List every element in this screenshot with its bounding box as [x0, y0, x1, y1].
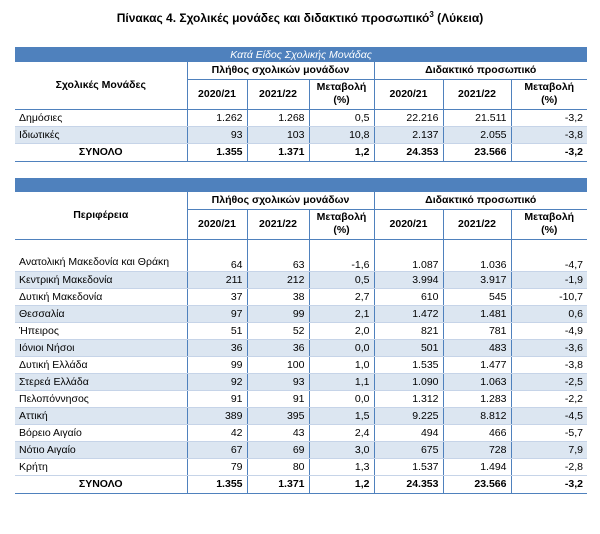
cell-u1: 91 [187, 390, 247, 407]
total-sc: -3,2 [511, 143, 587, 161]
table-row [15, 407, 587, 424]
table-row [15, 109, 587, 126]
cell-uc: 1,3 [309, 458, 374, 475]
cell-sc: -3,8 [511, 356, 587, 373]
cell-u1: 92 [187, 373, 247, 390]
total-s1: 24.353 [374, 475, 443, 493]
cell-s1: 1.535 [374, 356, 443, 373]
cell-s2: 1.283 [443, 390, 511, 407]
cell-sc: 7,9 [511, 441, 587, 458]
table-row [15, 322, 587, 339]
cell-s1: 821 [374, 322, 443, 339]
cell-sc: -3,8 [511, 126, 587, 143]
total-s1: 24.353 [374, 143, 443, 161]
row-label: Πελοπόννησος [15, 390, 187, 407]
table-row [15, 373, 587, 390]
cell-sc: -1,9 [511, 271, 587, 288]
cell-s2: 728 [443, 441, 511, 458]
row-label: Κρήτη [15, 458, 187, 475]
row-label: Δυτική Μακεδονία [15, 288, 187, 305]
cell-s2: 1.481 [443, 305, 511, 322]
cell-sc: -3,2 [511, 109, 587, 126]
cell-uc: 1,5 [309, 407, 374, 424]
cell-s1: 610 [374, 288, 443, 305]
cell-s1: 1.087 [374, 239, 443, 271]
cell-uc: 10,8 [309, 126, 374, 143]
table-row [15, 126, 587, 143]
col-units-change: Μεταβολή (%) [309, 79, 374, 109]
cell-s1: 494 [374, 424, 443, 441]
table-row [15, 356, 587, 373]
cell-s1: 3.994 [374, 271, 443, 288]
table-row [15, 424, 587, 441]
table-title: Πίνακας 4. Σχολικές μονάδες και διδακτικό προσωπικό$^3$ (Λύκεια) [116, 10, 484, 25]
cell-u2: 36 [247, 339, 309, 356]
col-staff-change: Μεταβολή (%) [511, 79, 587, 109]
cell-u1: 79 [187, 458, 247, 475]
cell-s2: 21.511 [443, 109, 511, 126]
total-uc: 1,2 [309, 475, 374, 493]
cell-u2: 63 [247, 239, 309, 271]
row-label: Ιδιωτικές [15, 126, 187, 143]
total-label: ΣΥΝΟΛΟ [15, 143, 187, 161]
col-units-y1: 2020/21 [187, 209, 247, 239]
cell-uc: 0,5 [309, 109, 374, 126]
cell-sc: -4,7 [511, 239, 587, 271]
group-units-header: Πλήθος σχολικών μονάδων [187, 62, 374, 79]
total-label: ΣΥΝΟΛΟ [15, 475, 187, 493]
cell-s1: 1.537 [374, 458, 443, 475]
cell-s2: 1.494 [443, 458, 511, 475]
cell-u1: 97 [187, 305, 247, 322]
cell-u1: 51 [187, 322, 247, 339]
cell-u1: 1.262 [187, 109, 247, 126]
cell-u1: 36 [187, 339, 247, 356]
total-u1: 1.355 [187, 475, 247, 493]
cell-s2: 781 [443, 322, 511, 339]
cell-sc: 0,6 [511, 305, 587, 322]
group-staff-header: Διδακτικό προσωπικό [374, 62, 587, 79]
cell-u1: 389 [187, 407, 247, 424]
cell-u1: 37 [187, 288, 247, 305]
cell-uc: 1,1 [309, 373, 374, 390]
total-uc: 1,2 [309, 143, 374, 161]
row-label: Ήπειρος [15, 322, 187, 339]
cell-u2: 38 [247, 288, 309, 305]
col-units-change: Μεταβολή (%) [309, 209, 374, 239]
row-label: Βόρειο Αιγαίο [15, 424, 187, 441]
cell-u2: 395 [247, 407, 309, 424]
cell-uc: 2,0 [309, 322, 374, 339]
col-staff-change: Μεταβολή (%) [511, 209, 587, 239]
total-u1: 1.355 [187, 143, 247, 161]
cell-s2: 8.812 [443, 407, 511, 424]
col-staff-y1: 2020/21 [374, 79, 443, 109]
cell-u1: 42 [187, 424, 247, 441]
cell-uc: 2,4 [309, 424, 374, 441]
row-label: Ιόνιοι Νήσοι [15, 339, 187, 356]
col-units-y1: 2020/21 [187, 79, 247, 109]
cell-s1: 9.225 [374, 407, 443, 424]
cell-u1: 211 [187, 271, 247, 288]
cell-s1: 2.137 [374, 126, 443, 143]
group-staff-header: Διδακτικό προσωπικό [374, 192, 587, 209]
total-sc: -3,2 [511, 475, 587, 493]
label-header: Περιφέρεια [15, 192, 187, 239]
cell-s1: 1.090 [374, 373, 443, 390]
cell-s2: 1.477 [443, 356, 511, 373]
cell-uc: 0,0 [309, 339, 374, 356]
row-label: Θεσσαλία [15, 305, 187, 322]
col-staff-y1: 2020/21 [374, 209, 443, 239]
cell-u1: 67 [187, 441, 247, 458]
cell-s2: 2.055 [443, 126, 511, 143]
table-school-type [15, 47, 587, 162]
cell-uc: 2,7 [309, 288, 374, 305]
cell-sc: -10,7 [511, 288, 587, 305]
cell-u2: 99 [247, 305, 309, 322]
footnote-marker: 3 [429, 10, 434, 19]
cell-uc: 1,0 [309, 356, 374, 373]
cell-u2: 212 [247, 271, 309, 288]
col-staff-y2: 2021/22 [443, 209, 511, 239]
band-header: Κατά Είδος Σχολικής Μονάδας [15, 47, 587, 62]
row-label: Δυτική Ελλάδα [15, 356, 187, 373]
total-u2: 1.371 [247, 143, 309, 161]
table-row [15, 390, 587, 407]
cell-s1: 675 [374, 441, 443, 458]
table-region [15, 178, 587, 494]
cell-u2: 103 [247, 126, 309, 143]
row-label: Στερεά Ελλάδα [15, 373, 187, 390]
group-units-header: Πλήθος σχολικών μονάδων [187, 192, 374, 209]
col-units-y2: 2021/22 [247, 79, 309, 109]
table-row [15, 458, 587, 475]
band-separator [15, 178, 587, 192]
cell-s2: 3.917 [443, 271, 511, 288]
total-s2: 23.566 [443, 475, 511, 493]
table-row [15, 441, 587, 458]
table-row [15, 271, 587, 288]
cell-u2: 93 [247, 373, 309, 390]
row-label: Κεντρική Μακεδονία [15, 271, 187, 288]
cell-u1: 99 [187, 356, 247, 373]
cell-sc: -4,5 [511, 407, 587, 424]
cell-u2: 69 [247, 441, 309, 458]
cell-s1: 501 [374, 339, 443, 356]
col-staff-y2: 2021/22 [443, 79, 511, 109]
col-units-y2: 2021/22 [247, 209, 309, 239]
table-row [15, 339, 587, 356]
cell-s2: 466 [443, 424, 511, 441]
table-row [15, 239, 587, 271]
cell-sc: -4,9 [511, 322, 587, 339]
cell-sc: -2,8 [511, 458, 587, 475]
cell-uc: 0,5 [309, 271, 374, 288]
table-row [15, 305, 587, 322]
cell-u2: 100 [247, 356, 309, 373]
cell-s2: 483 [443, 339, 511, 356]
cell-u2: 43 [247, 424, 309, 441]
cell-sc: -2,2 [511, 390, 587, 407]
cell-s1: 22.216 [374, 109, 443, 126]
row-label: Δημόσιες [15, 109, 187, 126]
cell-u2: 91 [247, 390, 309, 407]
cell-u2: 52 [247, 322, 309, 339]
row-label: Ανατολική Μακεδονία και Θράκη [15, 239, 187, 271]
cell-s1: 1.472 [374, 305, 443, 322]
label-header: Σχολικές Μονάδες [15, 62, 187, 109]
cell-s2: 1.036 [443, 239, 511, 271]
table-row [15, 288, 587, 305]
total-s2: 23.566 [443, 143, 511, 161]
cell-sc: -3,6 [511, 339, 587, 356]
cell-s2: 545 [443, 288, 511, 305]
cell-s1: 1.312 [374, 390, 443, 407]
cell-s2: 1.063 [443, 373, 511, 390]
total-row [15, 143, 587, 161]
cell-u1: 64 [187, 239, 247, 271]
cell-uc: 0,0 [309, 390, 374, 407]
total-row [15, 475, 587, 493]
cell-sc: -5,7 [511, 424, 587, 441]
cell-u1: 93 [187, 126, 247, 143]
cell-uc: 3,0 [309, 441, 374, 458]
cell-u2: 80 [247, 458, 309, 475]
cell-uc: 2,1 [309, 305, 374, 322]
cell-sc: -2,5 [511, 373, 587, 390]
cell-u2: 1.268 [247, 109, 309, 126]
row-label: Αττική [15, 407, 187, 424]
total-u2: 1.371 [247, 475, 309, 493]
row-label: Νότιο Αιγαίο [15, 441, 187, 458]
cell-uc: -1,6 [309, 239, 374, 271]
